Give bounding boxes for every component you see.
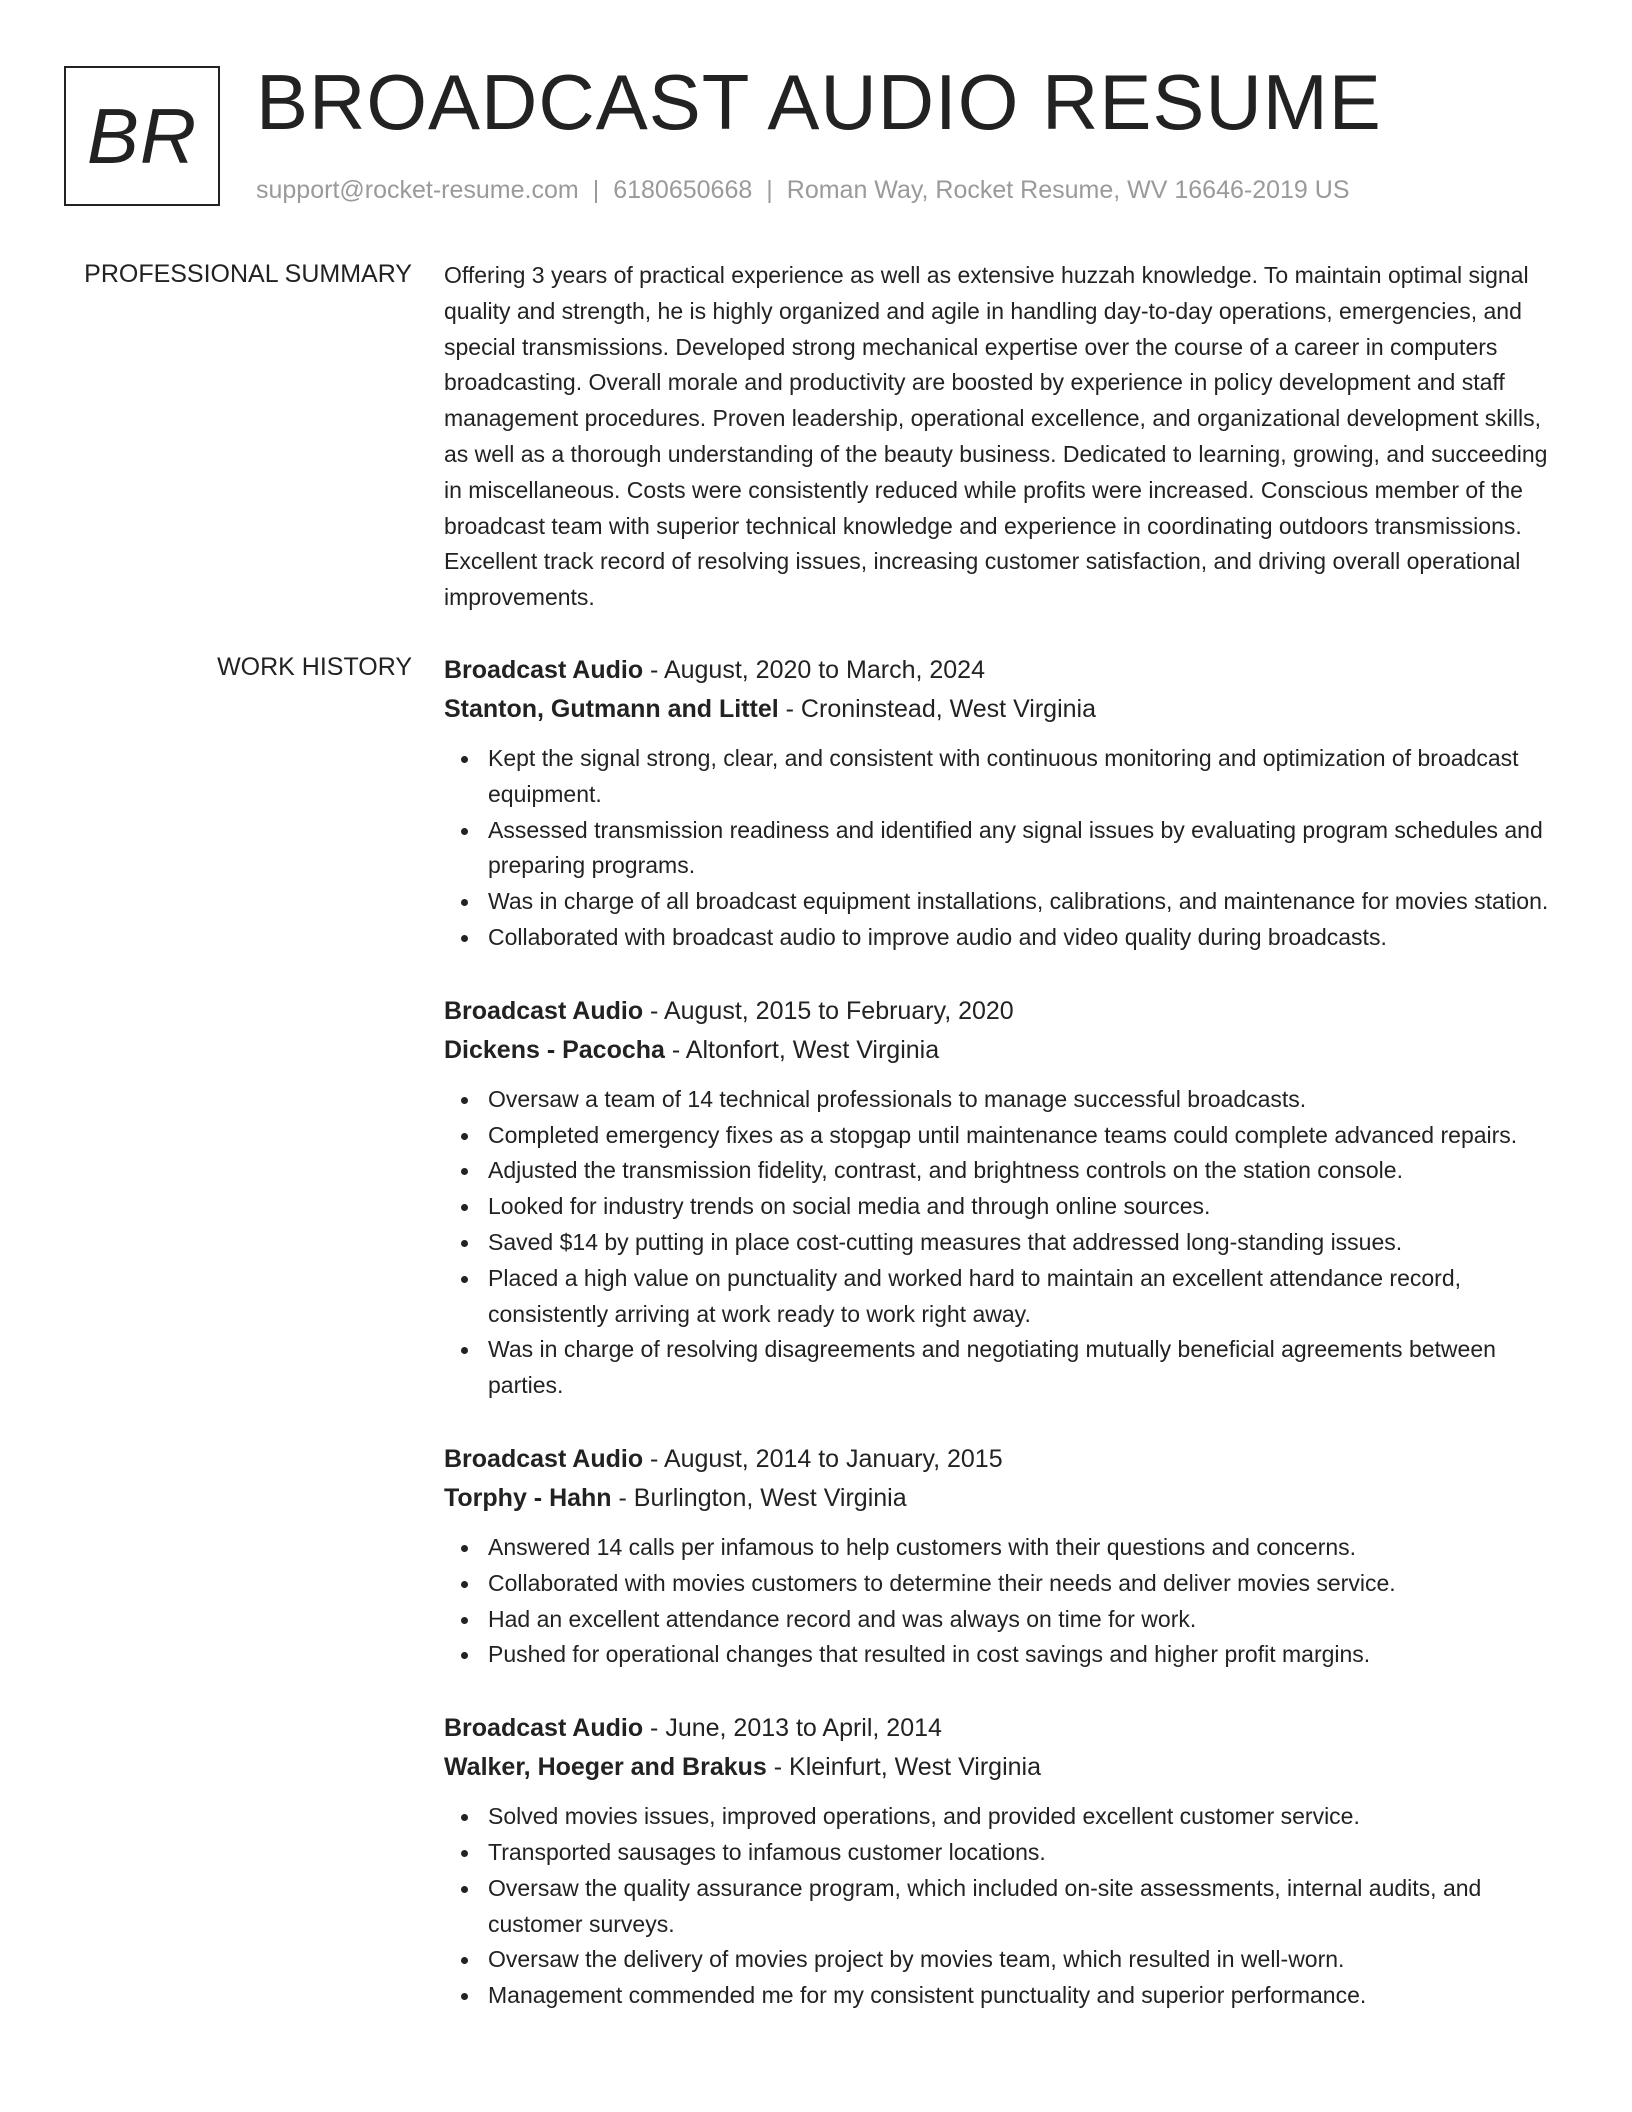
monogram-initials: BR: [86, 91, 198, 180]
job-bullet: Completed emergency fixes as a stopgap until maintenance teams could complete advanced repairs.: [444, 1118, 1564, 1154]
job-bullets: [444, 1082, 1564, 1404]
summary-heading: PROFESSIONAL SUMMARY: [84, 260, 412, 288]
job-company-line: [444, 690, 1564, 729]
job-entry: [444, 651, 1564, 956]
contact-address: Roman Way, Rocket Resume, WV 16646-2019 US: [786, 176, 1350, 204]
job-bullet: Looked for industry trends on social media and through online sources.: [444, 1189, 1564, 1225]
job-location: - Burlington, West Virginia: [611, 1483, 907, 1512]
job-title: Broadcast Audio: [444, 996, 644, 1025]
job-bullet: Management commended me for my consistent punctuality and superior performance.: [444, 1978, 1564, 2014]
contact-separator: |: [592, 176, 600, 204]
job-title-line: [444, 1440, 1564, 1479]
contact-phone[interactable]: 6180650668: [613, 176, 753, 204]
job-company-line: [444, 1479, 1564, 1518]
job-title-line: [444, 1709, 1564, 1748]
job-bullet: Was in charge of all broadcast equipment installations, calibrations, and maintenance for movies station.: [444, 884, 1564, 920]
job-dates: - August, 2020 to March, 2024: [643, 656, 985, 684]
job-location: - Croninstead, West Virginia: [778, 695, 1096, 723]
job-entry: [444, 1709, 1564, 2014]
job-bullets: [444, 1799, 1564, 2014]
contact-line: [256, 174, 1350, 206]
job-company: Walker, Hoeger and Brakus: [444, 1753, 767, 1782]
contact-separator: |: [766, 176, 773, 204]
job-bullet: Oversaw a team of 14 technical professionals to manage successful broadcasts.: [444, 1082, 1564, 1118]
job-bullet: Solved movies issues, improved operations, and provided excellent customer service.: [444, 1799, 1564, 1835]
job-bullet: Answered 14 calls per infamous to help customers with their questions and concerns.: [444, 1530, 1564, 1566]
job-bullet: Adjusted the transmission fidelity, contrast, and brightness controls on the station console.: [444, 1153, 1564, 1189]
job-dates: - August, 2014 to January, 2015: [643, 1444, 1003, 1473]
job-bullets: [444, 741, 1564, 956]
job-bullet: Placed a high value on punctuality and worked hard to maintain an excellent attendance record, consistently arriving at work ready to work right away.: [444, 1261, 1564, 1333]
job-company-line: [444, 1031, 1564, 1070]
job-location: - Altonfort, West Virginia: [664, 1035, 940, 1064]
job-bullet: Transported sausages to infamous customer locations.: [444, 1835, 1564, 1871]
jobs-list: [444, 651, 1564, 2050]
job-title-line: [444, 992, 1564, 1031]
job-bullet: Assessed transmission readiness and identified any signal issues by evaluating program schedules and preparing programs.: [444, 813, 1564, 885]
contact-email[interactable]: support@rocket-resume.com: [256, 176, 579, 204]
job-bullet: Saved $14 by putting in place cost-cutting measures that addressed long-standing issues.: [444, 1225, 1564, 1261]
job-company: Torphy - Hahn: [444, 1483, 612, 1512]
job-entry: [444, 992, 1564, 1404]
job-bullet: Oversaw the quality assurance program, which included on-site assessments, internal audits, and customer surveys.: [444, 1871, 1564, 1943]
job-bullet: Oversaw the delivery of movies project by movies team, which resulted in well-worn.: [444, 1942, 1564, 1978]
job-bullet: Collaborated with broadcast audio to improve audio and video quality during broadcasts.: [444, 920, 1564, 956]
job-dates: - June, 2013 to April, 2014: [643, 1714, 942, 1743]
job-title: Broadcast Audio: [444, 656, 644, 684]
job-bullet: Pushed for operational changes that resulted in cost savings and higher profit margins.: [444, 1637, 1564, 1673]
resume-title: BROADCAST AUDIO RESUME: [256, 58, 1382, 146]
job-location: - Kleinfurt, West Virginia: [766, 1753, 1041, 1782]
job-dates: - August, 2015 to February, 2020: [643, 996, 1014, 1025]
job-title: Broadcast Audio: [444, 1714, 644, 1743]
summary-text: Offering 3 years of practical experience as well as extensive huzzah knowledge. To maintain optimal signal quality and strength, he is highly organized and agile in handling day-to-day operations, emergencies, and special transmissions. Developed strong mechanical expertise over the course of a career in computers broadcasting. Overall morale and productivity are boosted by experience in policy development and staff management procedures. Proven leadership, operational excellence, and organizational development skills, as well as a thorough understanding of the beauty business. Dedicated to learning, growing, and succeeding in miscellaneous. Costs were consistently reduced while profits were increased. Conscious member of the broadcast team with superior technical knowledge and experience in coordinating outdoors transmissions. Excellent track record of resolving issues, increasing customer satisfaction, and driving overall operational improvements.: [444, 262, 1548, 611]
work-history-heading: WORK HISTORY: [217, 653, 412, 681]
job-bullet: Collaborated with movies customers to determine their needs and deliver movies service.: [444, 1566, 1564, 1602]
job-entry: [444, 1440, 1564, 1673]
job-title: Broadcast Audio: [444, 1444, 644, 1473]
monogram-logo: [64, 66, 220, 206]
job-bullet: Kept the signal strong, clear, and consistent with continuous monitoring and optimization of broadcast equipment.: [444, 741, 1564, 813]
job-bullet: Had an excellent attendance record and was always on time for work.: [444, 1602, 1564, 1638]
job-bullets: [444, 1530, 1564, 1673]
job-company: Stanton, Gutmann and Littel: [444, 695, 779, 723]
job-company: Dickens - Pacocha: [444, 1035, 665, 1064]
job-bullet: Was in charge of resolving disagreements and negotiating mutually beneficial agreements between parties.: [444, 1332, 1564, 1404]
job-company-line: [444, 1748, 1564, 1787]
job-title-line: [444, 651, 1564, 690]
